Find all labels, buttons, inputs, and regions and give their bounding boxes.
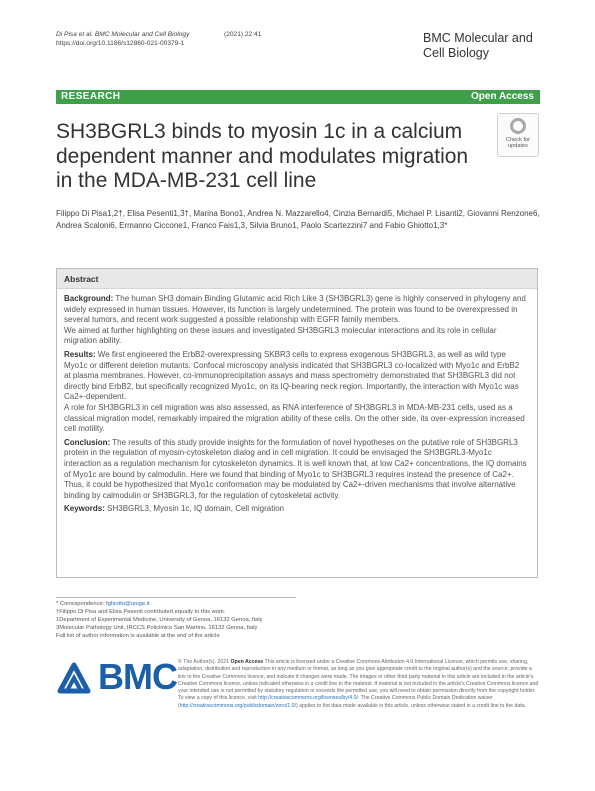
abstract-box — [56, 268, 538, 578]
author-list: Filippo Di Pisa1,2†, Elisa Pesenti1,3†, Marina Bono1, Andrea N. Mazzarello4, Cinzia Bernardi5, Michael P. Lisanti2, Giovanni Renzone6, Andrea Scaloni6, Ermanno Ciccone1, Franco Fais1,3, Silvia Bruno1, Paolo Scartezzini7 and Fabio Ghiotto1,3* — [56, 209, 540, 230]
license-link-by[interactable]: http://creativecommons.org/licenses/by/4.0/ — [258, 695, 358, 702]
check-updates-icon — [510, 118, 526, 134]
license-text: © The Author(s). 2021 Open Access This article is licensed under a Creative Commons Attribution 4.0 International License, which permits use, sharing, adaptation, distribution and reproduction in any medium or format, as long as you give appropriate credit to the original author(s) and the source, provide a link to the Creative Commons licence, and indicate if changes were made. The images or other third party material in this article are included in the article's Creative Commons licence, unless indicated otherwise in a credit line to the material. If material is not included in the article's Creative Commons licence and your intended use is not permitted by statutory regulation or exceeds the permitted use, you will need to obtain permission directly from the copyright holder. To view a copy of this licence, visit http://creativecommons.org/licenses/by/4.0/. The Creative Commons Public Domain Dedication waiver (http://creativecommons.org/publicdomain/zero/1.0/) applies to the data made available in this article, unless otherwise stated in a credit line to the data. — [178, 659, 539, 709]
keywords-section: Keywords: SH3BGRL3, Myosin 1c, IQ domain, Cell migration — [64, 504, 285, 514]
license-link-zero[interactable]: http://creativecommons.org/publicdomain/zero/1.0/ — [179, 702, 296, 709]
doi-link[interactable]: https://doi.org/10.1186/s12860-021-00379-1 — [56, 40, 185, 47]
check-for-updates-button[interactable]: Check for updates — [497, 113, 539, 157]
background-section: Background: The human SH3 domain Binding Glutamic acid Rich Like 3 (SH3BGRL3) gene is highly conserved in phylogeny and widely expressed in human tissues. However, its function is largely undetermined. The protein was found to be overexpressed in several tumors, and recent work suggested a possible relationship with EGFR family members. We aimed at further highlighting on these issues and investigated SH3BGRL3 molecular interactions and its role in cellular migration ability. — [64, 294, 526, 346]
bmc-logo — [56, 656, 177, 697]
abstract-header — [57, 269, 537, 289]
full-list-note: Full list of author information is available at the end of the article — [56, 633, 220, 639]
article-type: RESEARCH — [61, 91, 121, 102]
correspondence: * Correspondence: fghiotto@unige.it — [56, 601, 150, 607]
abstract-heading: Abstract — [64, 274, 99, 284]
article-type-banner — [56, 90, 540, 104]
citation-year: (2021) 22:41 — [224, 31, 262, 38]
footnote-divider — [56, 597, 296, 598]
citation-line: Di Pisa et al. BMC Molecular and Cell Biology — [56, 31, 190, 38]
journal-name: BMC Molecular and Cell Biology — [423, 31, 533, 60]
conclusion-section: Conclusion: The results of this study provide insights for the formulation of novel hypotheses on the putative role of SH3BGRL3 protein in the regulation of myosin-cytoskeleton dialog and in cell migration. It could be envisaged the SH3BGRL3-Myo1c interaction as a regulation mechanism for cytoskeleton dynamics. It is well known that, at low Ca2+ concentrations, the IQ domains of Myo1c are bound by calmodulin. Here we found that binding of Myo1c to SH3BGRL3 requires instead the presence of Ca2+. Thus, it could be hypothesized that Myo1c conformation may be modulated by Ca2+-driven mechanisms that involve alternative binding by calmodulin or SH3BGRL3, for the regulation of cytoskeletal activity. — [64, 437, 527, 500]
abstract-body — [64, 294, 528, 518]
open-access-label: Open Access — [471, 91, 534, 102]
equal-contribution-note: †Filippo Di Pisa and Elisa Pesenti contributed equally to this work. — [56, 609, 226, 615]
running-header — [56, 30, 262, 48]
correspondence-email-link[interactable]: fghiotto@unige.it — [105, 601, 150, 607]
affiliation-3: 3Molecular Pathology Unit, IRCCS Policlinico San Martino, 16132 Genoa, Italy — [56, 625, 258, 631]
affiliation-1: 1Department of Experimental Medicine, University of Genoa, 16132 Genoa, Italy — [56, 617, 263, 623]
article-title: SH3BGRL3 binds to myosin 1c in a calcium dependent manner and modulates migration in the MDA-MB-231 cell line — [56, 120, 469, 192]
bmc-logo-text: BMC — [98, 656, 177, 697]
results-section: Results: We first engineered the ErbB2-overexpressing SKBR3 cells to express exogenous SH3BGRL3, as well as wild type Myo1c or different deletion mutants. Confocal microscopy analysis indicated that SH3BGRL3 co-localized with Myo1c and ErbB2 at plasma membranes. However, co-immunoprecipitation assays and mass spectrometry demonstrated that SH3BGRL3 did not directly bind ErbB2, but specifically recognized Myo1c, on its IQ-bearing neck region. Importantly, the interaction with Myo1c was Ca2+-dependent. A role for SH3BGRL3 in cell migration was also assessed, as RNA interference of SH3BGRL3 in MDA-MB-231 cells, used as a classical migration model, remarkably impaired the migration ability of these cells. On the other side, its over-expression increased cell motility. — [64, 349, 525, 434]
footnotes — [56, 600, 306, 640]
bmc-logo-icon — [56, 661, 92, 695]
